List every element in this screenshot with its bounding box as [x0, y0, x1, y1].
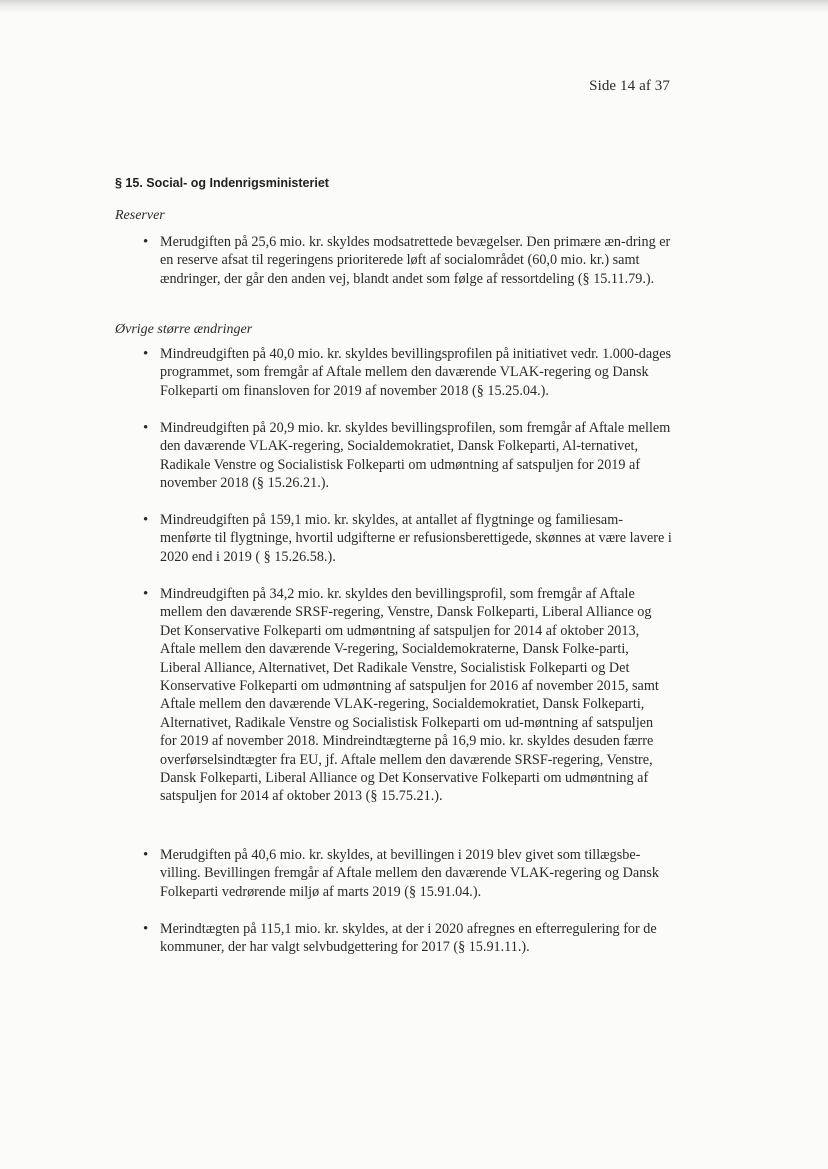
list-item-text: Mindreudgiften på 34,2 mio. kr. skyldes den bevillingsprofil, som fremgår af Aftale mellem den daværende SRSF-regering, Venstre, Dansk Folkeparti, Liberal Alliance og Det Konservative Folkeparti om udmøntning af satspuljen for 2014 af oktober 2013, Aftale mellem den daværende V-regering, Socialdemokraterne, Dansk Folke-parti, Liberal Alliance, Alternativet, Det Radikale Venstre, Socialistisk Folkeparti og Det Konservative Folkeparti om udmøntning af satspuljen for 2016 af november 2015, samt Aftale mellem den daværende VLAK-regering, Socialdemokratiet, Dansk Folkeparti, Alternativet, Radikale Venstre og Socialistisk Folkeparti om ud-møntning af satspuljen for 2019 af november 2018. Mindreindtægterne på 16,9 mio. kr. skyldes desuden færre overførselsindtægter fra EU, jf. Aftale mellem den daværende SRSF-regering, Venstre, Dansk Folkeparti, Liberal Alliance og Det Konservative Folkeparti om udmøntning af satspuljen for 2014 af oktober 2013 (§ 15.75.21.). — [160, 586, 659, 805]
list-item — [115, 419, 675, 493]
bullet-marker: • — [143, 346, 149, 362]
list-item-text: Mindreudgiften på 159,1 mio. kr. skyldes, at antallet af flygtninge og familiesam-menførte til flygtninge, hvortil udgifterne er refusionsberettigede, skønnes at være lavere i 2020 end i 2019 ( § 15.26.58.). — [160, 512, 672, 565]
bullet-marker: • — [143, 512, 149, 528]
list-item — [115, 345, 675, 400]
list-item-text: Merindtægten på 115,1 mio. kr. skyldes, at der i 2020 afregnes en efterregulering for de kommuner, der har valgt selvbudgettering for 2017 (§ 15.91.11.). — [160, 921, 657, 956]
bullet-marker: • — [143, 234, 149, 250]
bullet-marker: • — [143, 420, 149, 436]
scan-edge — [0, 0, 828, 14]
list-item-text: Merudgiften på 25,6 mio. kr. skyldes modsatrettede bevægelser. Den primære æn-dring er en reserve afsat til regeringens prioriterede løft af socialområdet (60,0 mio. kr.) samt ændringer, der går den anden vej, blandt andet som følge af ressortdeling (§ 15.11.79.). — [160, 234, 671, 287]
page-number: Side 14 af 37 — [589, 78, 670, 94]
subheading-oevrige: Øvrige større ændringer — [115, 322, 253, 337]
list-item — [115, 233, 675, 288]
section-title: § 15. Social- og Indenrigsministeriet — [115, 176, 329, 190]
list-item — [115, 585, 675, 806]
list-item — [115, 511, 675, 566]
bullet-marker: • — [143, 586, 149, 602]
list-item-text: Mindreudgiften på 20,9 mio. kr. skyldes bevillingsprofilen, som fremgår af Aftale mellem den daværende VLAK-regering, Socialdemokratiet, Dansk Folkeparti, Al-ternativet, Radikale Venstre og Socialistisk Folkeparti om udmøntning af satspuljen for 2019 af november 2018 (§ 15.26.21.). — [160, 420, 671, 492]
bullet-marker: • — [143, 847, 149, 863]
list-item-text: Mindreudgiften på 40,0 mio. kr. skyldes bevillingsprofilen på initiativet vedr. 1.000-dages programmet, som fremgår af Aftale mellem den daværende VLAK-regering og Dansk Folkeparti om finansloven for 2019 af november 2018 (§ 15.25.04.). — [160, 346, 672, 399]
list-item — [115, 846, 675, 901]
list-item — [115, 920, 675, 957]
subheading-reserver: Reserver — [115, 208, 165, 223]
bullet-marker: • — [143, 921, 149, 937]
list-item-text: Merudgiften på 40,6 mio. kr. skyldes, at bevillingen i 2019 blev givet som tillægsbe-villing. Bevillingen fremgår af Aftale mellem den daværende VLAK-regering og Dansk Folkeparti vedrørende miljø af marts 2019 (§ 15.91.04.). — [160, 847, 659, 900]
